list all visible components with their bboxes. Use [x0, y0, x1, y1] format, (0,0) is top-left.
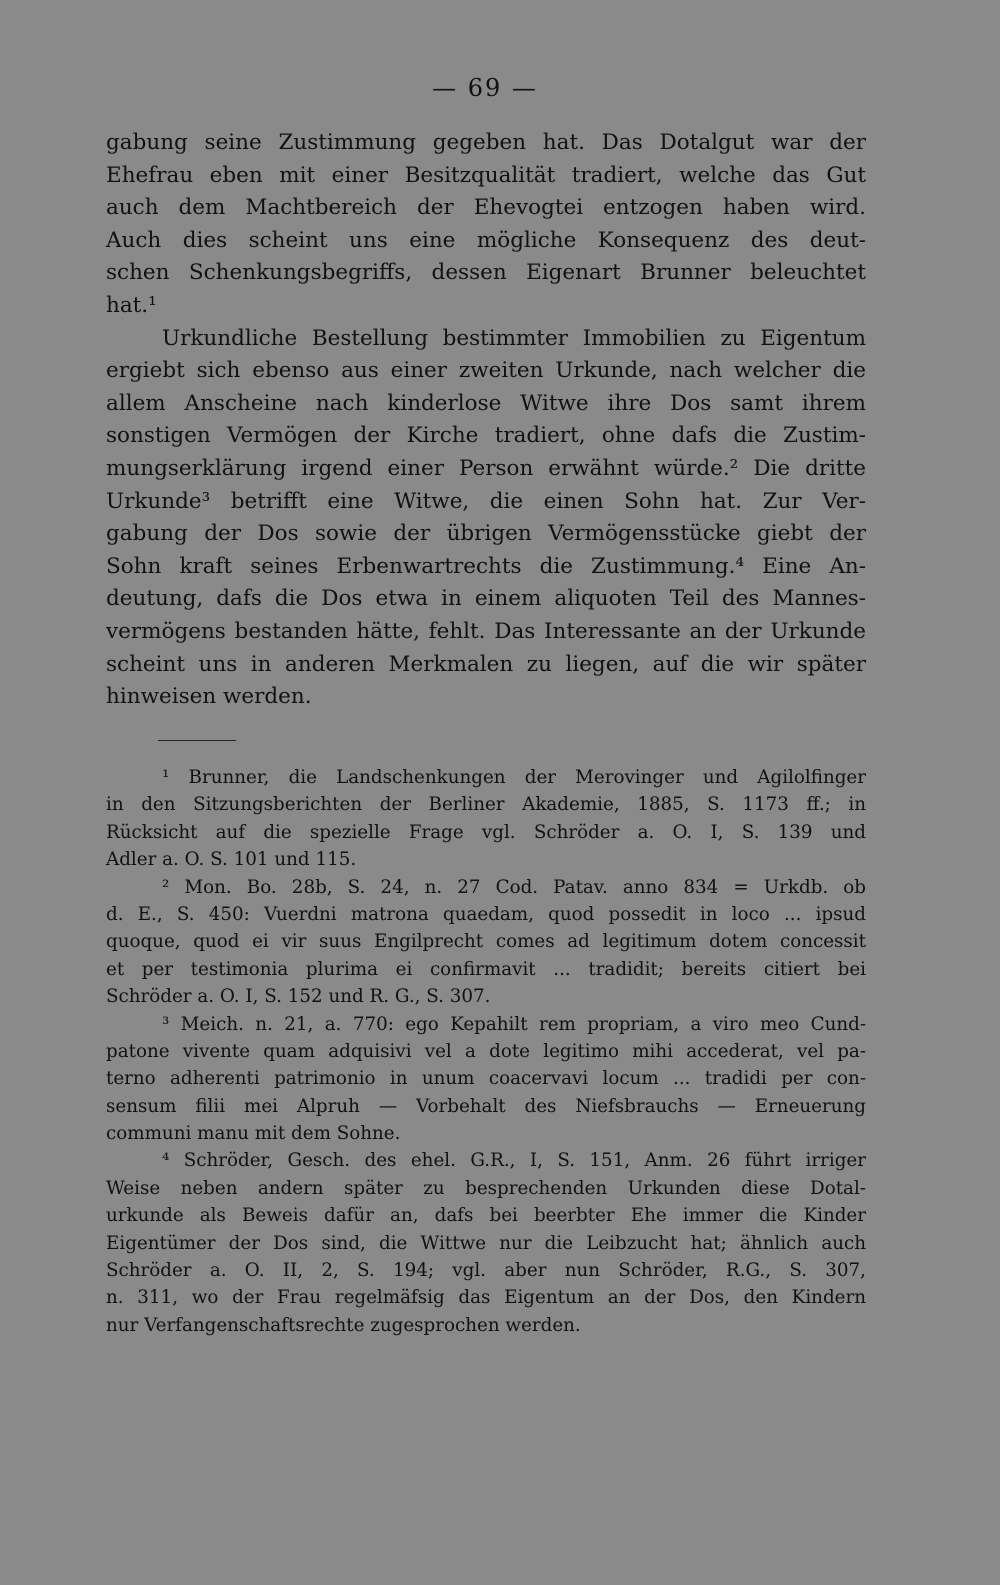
footnote-line: Adler a. O. S. 101 und 115.: [106, 849, 357, 871]
footnote-line: terno adherenti patrimonio in unum coacervavi locum ... tradidi per con-: [106, 1068, 866, 1090]
page-number: — 69 —: [432, 74, 538, 102]
footnote-line: d. E., S. 450: Vuerdni matrona quaedam, quod possedit in loco ... ipsud: [106, 903, 866, 925]
text-line: Urkundliche Bestellung bestimmter Immobilien zu Eigentum: [162, 325, 866, 351]
footnote-line: Eigentümer der Dos sind, die Wittwe nur die Leibzucht hat; ähnlich auch: [106, 1232, 866, 1254]
text-line: scheint uns in anderen Merkmalen zu liegen, auf die wir später: [106, 651, 866, 677]
footnote-line: ⁴ Schröder, Gesch. des ehel. G.R., I, S. 151, Anm. 26 führt irriger: [162, 1150, 866, 1172]
footnote-line: et per testimonia plurima ei confirmavit ... tradidit; bereits citiert bei: [106, 958, 866, 980]
footnotes: [106, 764, 866, 1339]
text-line: Ehefrau eben mit einer Besitzqualität tradiert, welche das Gut: [106, 162, 866, 188]
text-line: allem Anscheine nach kinderlose Witwe ihre Dos samt ihrem: [106, 390, 866, 416]
footnote-line: ¹ Brunner, die Landschenkungen der Merovinger und Agilolfinger: [162, 767, 866, 788]
footnote-line: sensum filii mei Alpruh — Vorbehalt des Niefsbrauchs — Erneuerung: [106, 1095, 866, 1117]
text-line: ergiebt sich ebenso aus einer zweiten Urkunde, nach welcher die: [106, 358, 866, 384]
footnote-line: communi manu mit dem Sohne.: [106, 1123, 401, 1145]
footnote-line: n. 311, wo der Frau regelmäfsig das Eigentum an der Dos, den Kindern: [106, 1287, 866, 1309]
text-line: Urkunde³ betrifft eine Witwe, die einen Sohn hat. Zur Ver-: [106, 488, 866, 514]
footnote-line: ³ Meich. n. 21, a. 770: ego Kepahilt rem propriam, a viro meo Cund-: [162, 1013, 866, 1035]
footnote-divider: [158, 740, 236, 741]
footnote-line: in den Sitzungsberichten der Berliner Akademie, 1885, S. 1173 ff.; in: [106, 794, 866, 816]
footnote-line: Weise neben andern später zu besprechenden Urkunden diese Dotal-: [106, 1177, 866, 1199]
text-line: hat.¹: [106, 292, 157, 318]
text-line: sonstigen Vermögen der Kirche tradiert, ohne dafs die Zustim-: [106, 423, 866, 449]
text-line: gabung seine Zustimmung gegeben hat. Das Dotalgut war der: [106, 130, 866, 155]
footnote-line: patone vivente quam adquisivi vel a dote legitimo mihi accederat, vel pa-: [106, 1040, 866, 1062]
footnote-line: nur Verfangenschaftsrechte zugesprochen werden.: [106, 1314, 581, 1336]
footnote-line: ² Mon. Bo. 28b, S. 24, n. 27 Cod. Patav. anno 834 = Urkdb. ob: [162, 876, 866, 898]
text-line: deutung, dafs die Dos etwa in einem aliquoten Teil des Mannes-: [106, 586, 866, 612]
text-line: schen Schenkungsbegriffs, dessen Eigenart Brunner beleuchtet: [106, 260, 866, 286]
text-line: mungserklärung irgend einer Person erwähnt würde.² Die dritte: [106, 455, 866, 481]
text-line: auch dem Machtbereich der Ehevogtei entzogen haben wird.: [106, 195, 866, 221]
footnote-line: Schröder a. O. I, S. 152 und R. G., S. 307.: [106, 986, 491, 1008]
text-line: hinweisen werden.: [106, 684, 312, 710]
text-line: Auch dies scheint uns eine mögliche Konsequenz des deut-: [106, 227, 866, 253]
text-line: Sohn kraft seines Erbenwartrechts die Zustimmung.⁴ Eine An-: [106, 553, 866, 579]
text-line: vermögens bestanden hätte, fehlt. Das Interessante an der Urkunde: [106, 618, 866, 644]
footnote-line: Rücksicht auf die spezielle Frage vgl. Schröder a. O. I, S. 139 und: [106, 821, 866, 843]
main-text: [106, 127, 866, 714]
footnote-line: Schröder a. O. II, 2, S. 194; vgl. aber nun Schröder, R.G., S. 307,: [106, 1260, 866, 1282]
footnote-line: quoque, quod ei vir suus Engilprecht comes ad legitimum dotem concessit: [106, 931, 866, 953]
text-line: gabung der Dos sowie der übrigen Vermögensstücke giebt der: [106, 521, 866, 547]
footnote-line: urkunde als Beweis dafür an, dafs bei beerbter Ehe immer die Kinder: [106, 1205, 866, 1227]
